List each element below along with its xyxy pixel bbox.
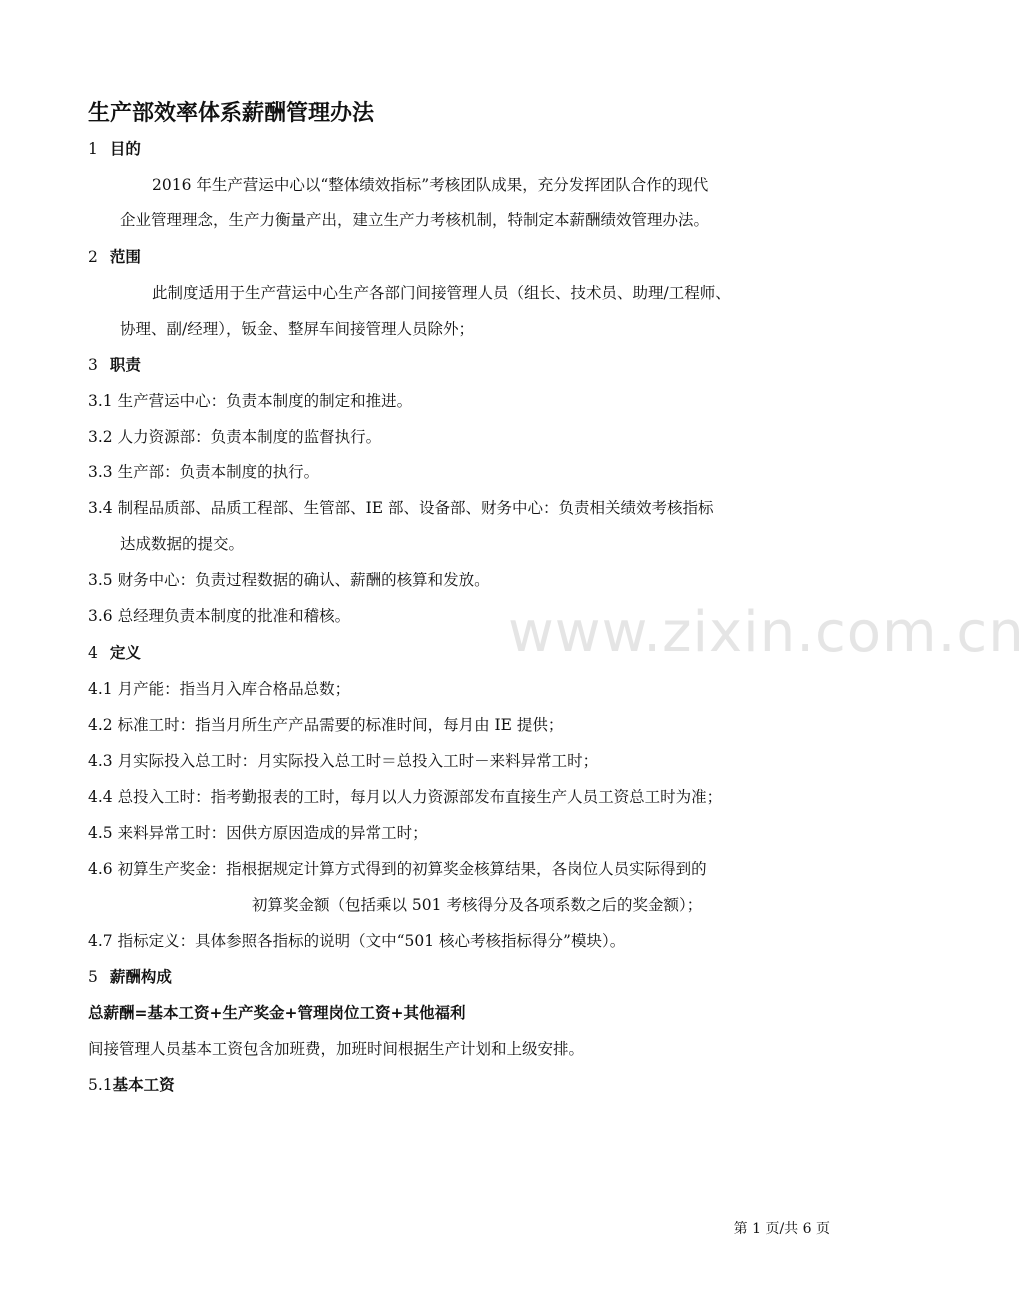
salary-formula: 总薪酬=基本工资+生产奖金+管理岗位工资+其他福利 — [88, 1004, 466, 1022]
section-title: 职责 — [109, 356, 141, 374]
list-item: 3.2 人力资源部：负责本制度的监督执行。 — [88, 428, 382, 446]
section-number: 1 — [88, 140, 98, 158]
section-heading-responsibilities — [88, 354, 141, 376]
subsection-title: 基本工资 — [112, 1076, 175, 1094]
list-item: 4.2 标准工时：指当月所生产产品需要的标准时间，每月由 IE 提供； — [88, 716, 564, 734]
section-number: 3 — [88, 356, 98, 374]
watermark: www.zixin.com.cn — [508, 600, 1025, 665]
list-item-continuation: 初算奖金额（包括乘以 501 考核得分及各项系数之后的奖金额）； — [252, 896, 703, 914]
section-title: 薪酬构成 — [109, 968, 172, 986]
section-heading-purpose — [88, 138, 141, 160]
page-number-footer: 第 1 页/共 6 页 — [733, 1221, 830, 1237]
section-title: 范围 — [109, 248, 141, 266]
section-number: 4 — [88, 644, 98, 662]
list-item: 4.3 月实际投入总工时：月实际投入总工时＝总投入工时－来料异常工时； — [88, 752, 599, 770]
paragraph-line: 间接管理人员基本工资包含加班费，加班时间根据生产计划和上级安排。 — [88, 1040, 585, 1058]
subsection-heading-base-salary — [88, 1074, 175, 1096]
paragraph-line: 2016 年生产营运中心以“整体绩效指标”考核团队成果，充分发挥团队合作的现代 — [152, 176, 709, 194]
list-item: 4.1 月产能：指当月入库合格品总数； — [88, 680, 351, 698]
section-title: 定义 — [109, 644, 141, 662]
list-item: 3.6 总经理负责本制度的批准和稽核。 — [88, 607, 351, 625]
paragraph-line: 企业管理理念，生产力衡量产出，建立生产力考核机制，特制定本薪酬绩效管理办法。 — [120, 211, 710, 229]
section-number: 5 — [88, 968, 98, 986]
list-item: 4.4 总投入工时：指考勤报表的工时，每月以人力资源部发布直接生产人员工资总工时为准； — [88, 788, 723, 806]
section-heading-compensation — [88, 966, 172, 988]
paragraph-line: 协理、副/经理），钣金、整屏车间接管理人员除外； — [120, 320, 474, 338]
section-number: 2 — [88, 248, 98, 266]
list-item: 3.5 财务中心：负责过程数据的确认、薪酬的核算和发放。 — [88, 571, 490, 589]
paragraph-line: 此制度适用于生产营运中心生产各部门间接管理人员（组长、技术员、助理/工程师、 — [152, 284, 731, 302]
document-title: 生产部效率体系薪酬管理办法 — [88, 101, 375, 126]
section-title: 目的 — [109, 140, 141, 158]
section-heading-scope — [88, 246, 141, 268]
section-heading-definitions — [88, 642, 141, 664]
list-item: 4.7 指标定义：具体参照各指标的说明（文中“501 核心考核指标得分”模块）。 — [88, 932, 626, 950]
list-item-continuation: 达成数据的提交。 — [120, 535, 245, 553]
list-item: 4.6 初算生产奖金：指根据规定计算方式得到的初算奖金核算结果，各岗位人员实际得到的 — [88, 860, 707, 878]
list-item: 4.5 来料异常工时：因供方原因造成的异常工时； — [88, 824, 428, 842]
list-item: 3.1 生产营运中心：负责本制度的制定和推进。 — [88, 392, 413, 410]
list-item: 3.4 制程品质部、品质工程部、生管部、IE 部、设备部、财务中心：负责相关绩效考核指标 — [88, 499, 714, 517]
subsection-number: 5.1 — [88, 1076, 113, 1094]
list-item: 3.3 生产部：负责本制度的执行。 — [88, 463, 320, 481]
